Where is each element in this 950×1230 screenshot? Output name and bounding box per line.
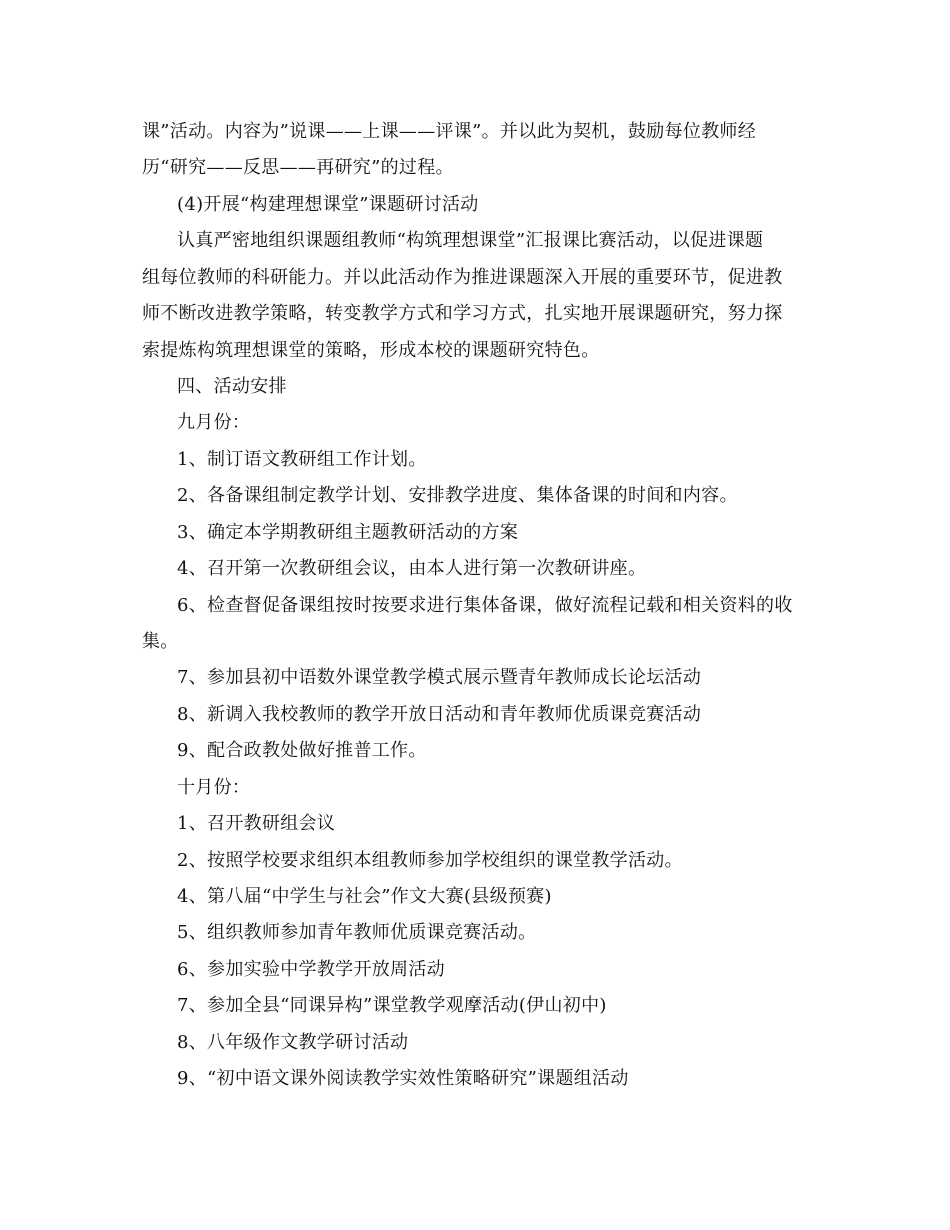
list-item: 9、配合政教处做好推普工作。	[177, 740, 427, 761]
list-item: 7、参加全县“同课异构”课堂教学观摩活动(伊山初中)	[177, 995, 607, 1016]
paragraph-line: 历“研究——反思——再研究”的过程。	[142, 157, 454, 178]
list-item-continuation: 集。	[142, 631, 179, 652]
list-item: 1、制订语文教研组工作计划。	[177, 449, 427, 470]
list-item: 4、第八届“中学生与社会”作文大赛(县级预赛)	[177, 886, 552, 907]
list-item: 2、各备课组制定教学计划、安排教学进度、集体备课的时间和内容。	[177, 485, 738, 506]
month-heading: 九月份：	[177, 412, 251, 433]
month-heading: 十月份：	[177, 777, 251, 798]
paragraph-line: 课”活动。内容为”说课——上课——评课”。并以此为契机，鼓励每位教师经	[142, 121, 757, 142]
list-item: 4、召开第一次教研组会议，由本人进行第一次教研讲座。	[177, 558, 647, 579]
paragraph-line: 索提炼构筑理想课堂的策略，形成本校的课题研究特色。	[142, 340, 600, 361]
list-item: 6、参加实验中学教学开放周活动	[177, 959, 445, 980]
list-item: 5、组织教师参加青年教师优质课竞赛活动。	[177, 922, 537, 943]
list-item: 9、“初中语文课外阅读教学实效性策略研究”课题组活动	[177, 1068, 629, 1089]
section-heading: (4)开展“构建理想课堂”课题研讨活动	[177, 194, 479, 215]
paragraph-line: 师不断改进教学策略，转变教学方式和学习方式，扎实地开展课题研究，努力探	[142, 303, 783, 324]
list-item: 8、八年级作文教学研讨活动	[177, 1032, 409, 1053]
list-item: 3、确定本学期教研组主题教研活动的方案	[177, 522, 519, 543]
paragraph-line: 认真严密地组织课题组教师“构筑理想课堂”汇报课比赛活动，以促进课题	[177, 230, 764, 251]
list-item: 6、检查督促备课组按时按要求进行集体备课，做好流程记载和相关资料的收	[177, 595, 793, 616]
list-item: 7、参加县初中语数外课堂教学模式展示暨青年教师成长论坛活动	[177, 667, 702, 688]
list-item: 8、新调入我校教师的教学开放日活动和青年教师优质课竞赛活动	[177, 704, 702, 725]
list-item: 2、按照学校要求组织本组教师参加学校组织的课堂教学活动。	[177, 850, 683, 871]
section-heading: 四、活动安排	[177, 376, 287, 397]
list-item: 1、召开教研组会议	[177, 813, 336, 834]
paragraph-line: 组每位教师的科研能力。并以此活动作为推进课题深入开展的重要环节，促进教	[142, 267, 783, 288]
